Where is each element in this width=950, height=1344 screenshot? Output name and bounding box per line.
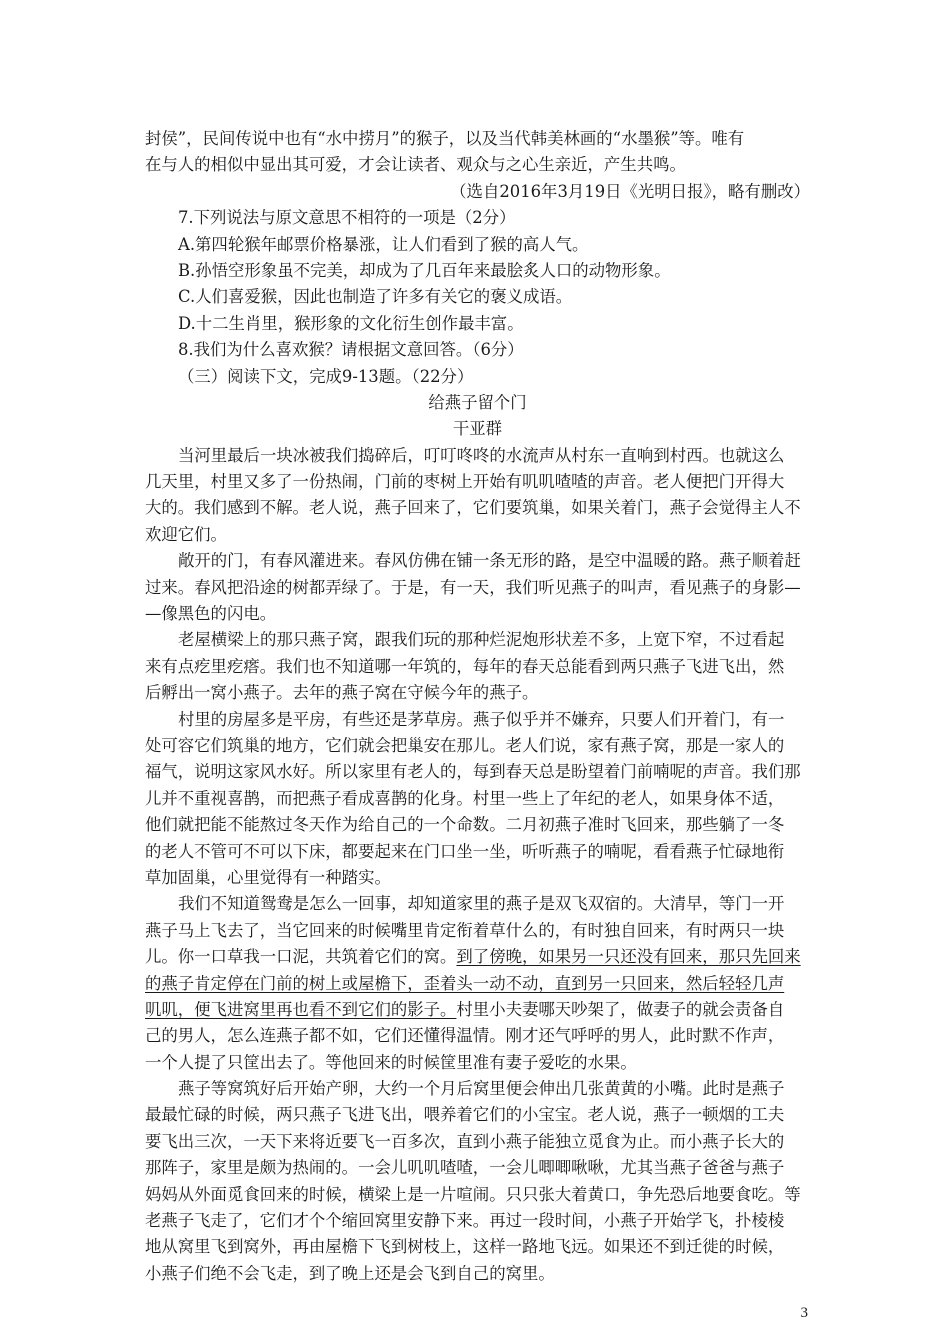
text-line: 己的男人，怎么连燕子都不如，它们还懂得温情。刚才还气呼呼的男人，此时默不作声， — [145, 1026, 785, 1046]
text-line: 大的。我们感到不解。老人说，燕子回来了，它们要筑巢，如果关着门，燕子会觉得主人不 — [145, 498, 801, 518]
text-line: 7.下列说法与原文意思不相符的一项是（2分） — [178, 208, 516, 228]
text-line: 地从窝里飞到窝外，再由屋檐下飞到树枝上，这样一路地飞远。如果还不到迁徙的时候， — [145, 1237, 785, 1257]
text-line: 几天里，村里又多了一份热闹，门前的枣树上开始有叽叽喳喳的声音。老人便把门开得大 — [145, 472, 785, 492]
text-line-underlined-2 — [145, 971, 810, 997]
plain-text: 儿。你一口草我一口泥，共筑着它们的窝。 — [145, 947, 457, 967]
text-line: 燕子马上飞去了，当它回来的时候嘴里肯定衔着草什么的，有时独自回来，有时两只一块 — [145, 920, 785, 940]
text-line: 在与人的相似中显出其可爱，才会让读者、观众与之心生亲近，产生共鸣。 — [145, 155, 686, 175]
page-content — [145, 126, 810, 1287]
text-line: 小燕子们绝不会飞走，到了晚上还是会飞到自己的窝里。 — [145, 1263, 555, 1283]
text-line: 他们就把能不能熬过冬天作为给自己的一个命数。二月初燕子准时飞回来，那些躺了一冬 — [145, 815, 785, 835]
text-line: 老屋横梁上的那只燕子窝，跟我们玩的那种烂泥炮形状差不多，上宽下窄，不过看起 — [178, 630, 785, 650]
text-line: B.孙悟空形象虽不完美，却成为了几百年来最脍炙人口的动物形象。 — [178, 260, 671, 280]
text-line: 妈妈从外面觅食回来的时候，横梁上是一片喧闹。只只张大着黄口，争先恐后地要食吃。等 — [145, 1184, 801, 1204]
text-line: 处可容它们筑巢的地方，它们就会把巢安在那儿。老人们说，家有燕子窝，那是一家人的 — [145, 735, 785, 755]
text-line-underlined-3 — [145, 997, 810, 1023]
text-line: D.十二生肖里，猴形象的文化衍生创作最丰富。 — [178, 313, 524, 333]
text-line: 后孵出一窝小燕子。去年的燕子窝在守候今年的燕子。 — [145, 683, 539, 703]
text-line: 干亚群 — [452, 419, 503, 439]
text-line: 封侯”，民间传说中也有“水中捞月”的猴子，以及当代韩美林画的“水墨猴”等。唯有 — [145, 129, 745, 148]
text-block-bottom — [145, 1023, 810, 1287]
text-line: 那阵子，家里是颇为热闹的。一会儿叽叽喳喳，一会儿唧唧啾啾，尤其当燕子爸爸与燕子 — [145, 1158, 785, 1178]
text-line-underlined-1 — [145, 944, 810, 970]
plain-text: 村里小夫妻哪天吵架了，做妻子的就会责备自 — [456, 999, 785, 1019]
text-line: 当河里最后一块冰被我们捣碎后，叮叮咚咚的水流声从村东一直响到村西。也就这么 — [178, 445, 785, 465]
page-number: 3 — [800, 1305, 808, 1321]
text-line: 敞开的门，有春风灌进来。春风仿佛在铺一条无形的路，是空中温暖的路。燕子顺着赶 — [178, 551, 801, 571]
text-line: 来有点疙里疙瘩。我们也不知道哪一年筑的，每年的春天总能看到两只燕子飞进飞出，然 — [145, 656, 785, 676]
text-line: 草加固巢，心里觉得有一种踏实。 — [145, 867, 391, 887]
text-line: 老燕子飞走了，它们才个个缩回窝里安静下来。再过一段时间，小燕子开始学飞，扑棱棱 — [145, 1211, 785, 1231]
text-line: 燕子等窝筑好后开始产卵，大约一个月后窝里便会伸出几张黄黄的小嘴。此时是燕子 — [178, 1079, 785, 1099]
text-line: 福气，说明这家风水好。所以家里有老人的，每到春天总是盼望着门前喃呢的声音。我们那 — [145, 762, 801, 782]
text-block-top — [145, 126, 810, 944]
underlined-text: 的燕子肯定停在门前的树上或屋檐下，歪着头一动不动，直到另一只回来，然后轻轻几声 — [145, 973, 785, 993]
text-line: 欢迎它们。 — [145, 524, 227, 544]
text-line: （选自2016年3月19日《光明日报》，略有删改） — [450, 181, 810, 201]
text-line: 给燕子留个门 — [428, 392, 527, 412]
text-line: 村里的房屋多是平房，有些还是茅草房。燕子似乎并不嫌弃，只要人们开着门，有一 — [178, 709, 785, 729]
text-line: 8.我们为什么喜欢猴？请根据文意回答。（6分） — [178, 340, 524, 360]
text-line: —像黑色的闪电。 — [145, 604, 277, 624]
text-line: A.第四轮猴年邮票价格暴涨，让人们看到了猴的高人气。 — [178, 234, 589, 254]
text-line: 儿并不重视喜鹊，而把燕子看成喜鹊的化身。村里一些上了年纪的老人，如果身体不适， — [145, 788, 785, 808]
underlined-text: 叽叽，便飞进窝里再也看不到它们的影子。 — [145, 999, 457, 1019]
text-line: 过来。春风把沿途的树都弄绿了。于是，有一天，我们听见燕子的叫声，看见燕子的身影— — [145, 577, 801, 597]
text-line: C.人们喜爱猴，因此也制造了许多有关它的褒义成语。 — [178, 287, 573, 307]
text-line: 我们不知道鸳鸯是怎么一回事，却知道家里的燕子是双飞双宿的。大清早，等门一开 — [178, 894, 785, 914]
underlined-text: 到了傍晚，如果另一只还没有回来，那只先回来 — [456, 947, 801, 967]
text-line: 的老人不管可不可以下床，都要起来在门口坐一坐，听听燕子的喃呢，看看燕子忙碌地衔 — [145, 841, 785, 861]
text-line: （三）阅读下文，完成9-13题。（22分） — [178, 366, 474, 386]
text-line: 一个人提了只筐出去了。等他回来的时候筐里准有妻子爱吃的水果。 — [145, 1052, 637, 1072]
text-line: 要飞出三次，一天下来将近要飞一百多次，直到小燕子能独立觅食为止。而小燕子长大的 — [145, 1131, 785, 1151]
text-line: 最最忙碌的时候，两只燕子飞进飞出，喂养着它们的小宝宝。老人说，燕子一顿烟的工夫 — [145, 1105, 785, 1125]
